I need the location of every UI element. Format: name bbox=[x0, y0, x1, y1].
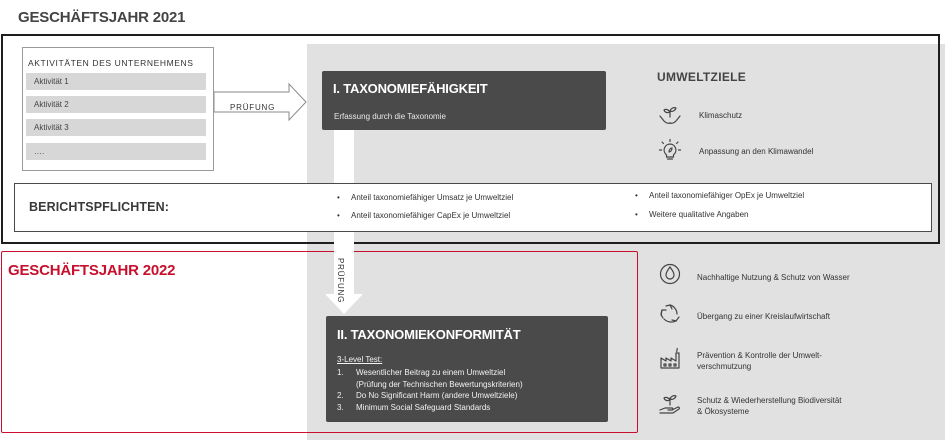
taxonomy-conformity-title: II. TAXONOMIEKONFORMITÄT bbox=[337, 327, 521, 342]
environmental-goals-title: UMWELTZIELE bbox=[657, 70, 747, 84]
climate-adaptation-icon bbox=[658, 138, 682, 162]
pruefung-arrow-horizontal bbox=[214, 84, 306, 120]
activity-item: Aktivität 3 bbox=[26, 119, 206, 136]
three-level-test-heading: 3-Level Test: bbox=[337, 355, 383, 364]
taxonomy-eligibility-box bbox=[322, 71, 606, 130]
activity-item: Aktivität 2 bbox=[26, 96, 206, 113]
taxonomy-eligibility-title: I. TAXONOMIEFÄHIGKEIT bbox=[333, 81, 488, 96]
goal-label: Übergang zu einer Kreislaufwirtschaft bbox=[697, 312, 830, 321]
activity-item: Aktivität 1 bbox=[26, 73, 206, 90]
taxonomy-eligibility-subtitle: Erfassung durch die Taxonomie bbox=[334, 112, 446, 121]
taxonomy-conformity-box bbox=[326, 316, 608, 422]
water-icon bbox=[658, 262, 682, 286]
pruefung-label-vertical: PRÜFUNG bbox=[336, 258, 345, 304]
fiscal-year-2021-title: GESCHÄFTSJAHR 2021 bbox=[18, 9, 186, 26]
pollution-icon bbox=[658, 347, 682, 371]
three-level-test-list bbox=[337, 367, 523, 413]
reporting-bullet: • Anteil taxonomiefähiger CapEx je Umweltziel bbox=[337, 211, 511, 220]
reporting-bullet: • Anteil taxonomiefähiger OpEx je Umweltziel bbox=[635, 191, 805, 200]
circular-economy-icon bbox=[658, 302, 682, 326]
goal-label: Anpassung an den Klimawandel bbox=[699, 147, 814, 156]
test-step: 3. Minimum Social Safeguard Standards bbox=[337, 402, 491, 412]
reporting-obligations-title: BERICHTSPFLICHTEN: bbox=[29, 200, 169, 214]
test-step: 2. Do No Significant Harm (andere Umweltziele) bbox=[337, 391, 518, 401]
activity-item: …. bbox=[26, 143, 206, 160]
test-step: 1. Wesentlicher Beitrag zu einem Umweltziel bbox=[337, 368, 506, 377]
goal-label: Schutz & Wiederherstellung Biodiversität & Ökosysteme bbox=[697, 396, 842, 416]
climate-protection-icon bbox=[658, 103, 682, 127]
pruefung-label-horizontal: PRÜFUNG bbox=[230, 103, 276, 112]
goal-label: Nachhaltige Nutzung & Schutz von Wasser bbox=[697, 273, 850, 282]
activities-title: AKTIVITÄTEN DES UNTERNEHMENS bbox=[28, 58, 194, 68]
goal-label: Prävention & Kontrolle der Umwelt- verschmutzung bbox=[697, 351, 822, 371]
reporting-bullet: • Anteil taxonomiefähiger Umsatz je Umweltziel bbox=[337, 193, 514, 202]
fiscal-year-2022-title: GESCHÄFTSJAHR 2022 bbox=[8, 262, 176, 279]
reporting-bullet: • Weitere qualitative Angaben bbox=[635, 210, 749, 219]
test-step: (Prüfung der Technischen Bewertungskriterien) bbox=[356, 379, 523, 389]
biodiversity-icon bbox=[658, 392, 682, 416]
goal-label: Klimaschutz bbox=[699, 111, 743, 120]
